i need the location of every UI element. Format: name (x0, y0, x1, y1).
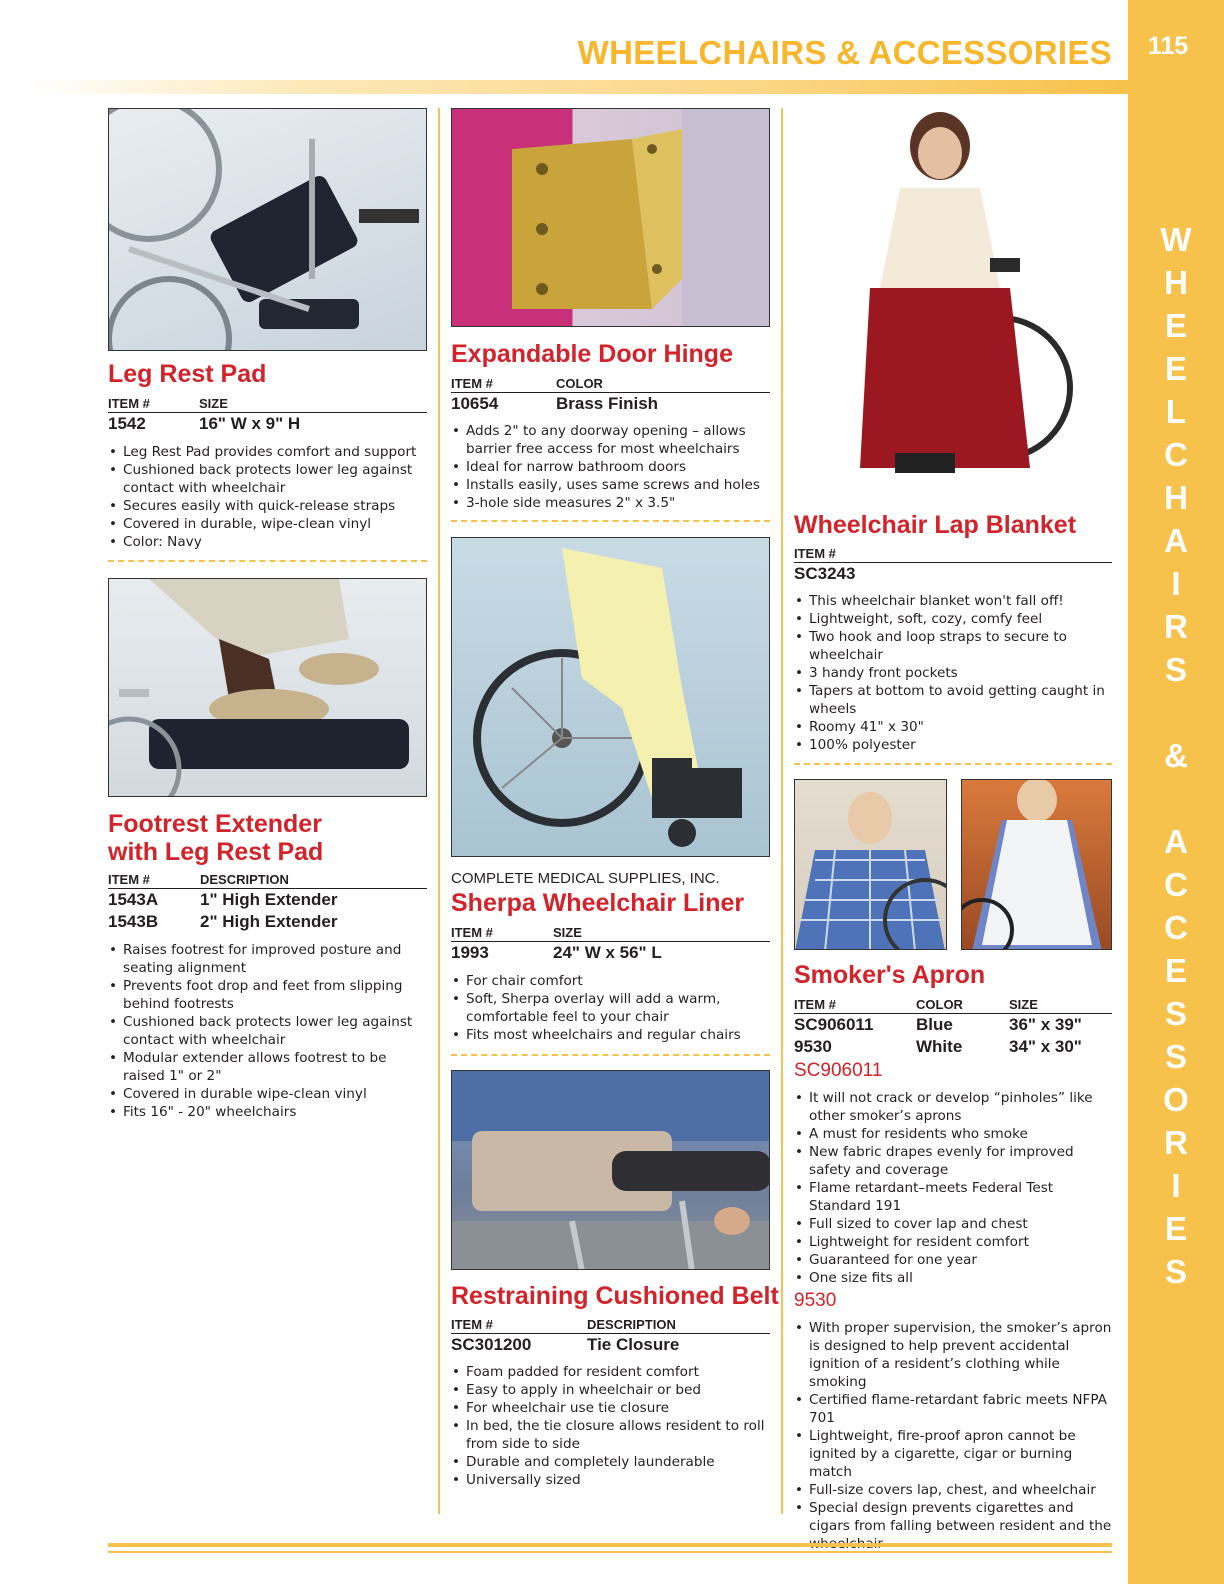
feature-list-9530 (794, 1319, 1112, 1553)
feature-item: • Guaranteed for one year (794, 1251, 1112, 1269)
feature-item: • Full-size covers lap, chest, and wheelchair (794, 1481, 1112, 1499)
header-gradient-band (30, 80, 1128, 94)
col-header-item: ITEM # (108, 396, 150, 411)
item-description: 2" High Extender (200, 912, 338, 931)
lap-blanket-photo (840, 108, 1080, 478)
feature-item: • 3-hole side measures 2" x 3.5" (451, 494, 770, 512)
spec-table-footrest-extender (108, 872, 427, 933)
page-number: 115 (1147, 32, 1189, 60)
feature-item: • Cushioned back protects lower leg against contact with wheelchair (108, 461, 427, 497)
feature-list-sherpa-liner (451, 972, 770, 1044)
item-description: 1" High Extender (200, 890, 338, 909)
footrest-extender-photo (108, 578, 427, 797)
product-title-restraining-belt: Restraining Cushioned Belt (451, 1282, 779, 1310)
feature-item: • With proper supervision, the smoker’s apron is designed to help prevent accidental ignition of a resident’s clothing while smoking (794, 1319, 1112, 1391)
item-size: 16" W x 9" H (199, 414, 301, 433)
side-tab-letter: L (1165, 393, 1187, 430)
smokers-apron-blue-photo (794, 779, 947, 950)
feature-item: • Fits 16" - 20" wheelchairs (108, 1103, 427, 1121)
side-tab-letter: I (1171, 1167, 1181, 1204)
feature-item: • It will not crack or develop “pinholes” like other smoker’s aprons (794, 1089, 1112, 1125)
col-header-size: SIZE (1009, 997, 1038, 1012)
feature-item: • New fabric drapes evenly for improved safety and coverage (794, 1143, 1112, 1179)
feature-item: • Soft, Sherpa overlay will add a warm, comfortable feel to your chair (451, 990, 770, 1026)
section-divider (451, 520, 770, 522)
side-tab-letter: O (1163, 1081, 1189, 1118)
side-tab-letter: C (1164, 909, 1188, 946)
feature-list-sc906011 (794, 1089, 1112, 1287)
item-number: 9530 (794, 1037, 832, 1056)
subheading-9530: 9530 (794, 1290, 837, 1311)
side-tab-letter: E (1164, 952, 1187, 989)
side-tab-letter: S (1164, 1038, 1187, 1075)
side-tab-letter: S (1164, 1253, 1187, 1290)
side-tab-letter: H (1164, 264, 1188, 301)
feature-item: • 100% polyester (794, 736, 1112, 754)
feature-item: • Installs easily, uses same screws and holes (451, 476, 770, 494)
col-header-item: ITEM # (451, 1317, 493, 1332)
feature-item: • Prevents foot drop and feet from slipping behind footrests (108, 977, 427, 1013)
side-tab-letter: H (1164, 479, 1188, 516)
manufacturer-name: COMPLETE MEDICAL SUPPLIES, INC. (451, 870, 720, 887)
item-number: 1993 (451, 943, 489, 962)
item-number: 1543B (108, 912, 159, 931)
side-tab (1128, 0, 1224, 1584)
feature-item: • Durable and completely launderable (451, 1453, 770, 1471)
item-number: 10654 (451, 394, 499, 413)
feature-item: • Roomy 41" x 30" (794, 718, 1112, 736)
feature-item: • For wheelchair use tie closure (451, 1399, 770, 1417)
col-header-item: ITEM # (108, 872, 150, 887)
feature-item: • Easy to apply in wheelchair or bed (451, 1381, 770, 1399)
col-header-color: COLOR (556, 376, 603, 391)
spec-table-lap-blanket (794, 546, 1112, 585)
title-line: Footrest Extender (108, 810, 322, 838)
feature-item: • For chair comfort (451, 972, 770, 990)
item-size: 34" x 30" (1009, 1037, 1082, 1056)
side-tab-letter: E (1164, 1210, 1187, 1247)
side-tab-vertical-title (1128, 218, 1224, 1293)
side-tab-letter: & (1164, 737, 1188, 774)
footer-rule (108, 1551, 1112, 1553)
spec-table-door-hinge (451, 376, 770, 415)
side-tab-letter: E (1164, 350, 1187, 387)
feature-item: • 3 handy front pockets (794, 664, 1112, 682)
footer-rule (108, 1543, 1112, 1547)
col-header-size: SIZE (199, 396, 228, 411)
feature-item: • Certified flame-retardant fabric meets NFPA 701 (794, 1391, 1112, 1427)
feature-item: • Flame retardant–meets Federal Test Standard 191 (794, 1179, 1112, 1215)
feature-item: • Covered in durable wipe-clean vinyl (108, 1085, 427, 1103)
feature-item: • Modular extender allows footrest to be raised 1" or 2" (108, 1049, 427, 1085)
feature-item: • Covered in durable, wipe-clean vinyl (108, 515, 427, 533)
feature-item: • Cushioned back protects lower leg against contact with wheelchair (108, 1013, 427, 1049)
feature-item: • Lightweight for resident comfort (794, 1233, 1112, 1251)
side-tab-letter: W (1160, 221, 1192, 258)
feature-item: • Lightweight, fire-proof apron cannot be ignited by a cigarette, cigar or burning match (794, 1427, 1112, 1481)
side-tab-letter: R (1164, 1124, 1188, 1161)
product-title-smokers-apron: Smoker's Apron (794, 961, 986, 989)
feature-item: • Fits most wheelchairs and regular chairs (451, 1026, 770, 1044)
item-number: 1542 (108, 414, 146, 433)
col-header-item: ITEM # (451, 925, 493, 940)
feature-item: • One size fits all (794, 1269, 1112, 1287)
product-title-footrest-extender (108, 810, 323, 866)
item-number: SC3243 (794, 564, 856, 583)
feature-item: • Two hook and loop straps to secure to wheelchair (794, 628, 1112, 664)
feature-item: • Tapers at bottom to avoid getting caught in wheels (794, 682, 1112, 718)
item-number: 1543A (108, 890, 159, 909)
feature-list-door-hinge (451, 422, 770, 512)
leg-rest-pad-photo (108, 108, 427, 351)
col-header-item: ITEM # (794, 997, 836, 1012)
feature-item: • Full sized to cover lap and chest (794, 1215, 1112, 1233)
feature-item: • Color: Navy (108, 533, 427, 551)
feature-item: • Foam padded for resident comfort (451, 1363, 770, 1381)
col-header-item: ITEM # (794, 546, 836, 561)
product-title-door-hinge: Expandable Door Hinge (451, 340, 733, 368)
side-tab-letter: C (1164, 866, 1188, 903)
feature-item: • A must for residents who smoke (794, 1125, 1112, 1143)
section-divider (451, 1054, 770, 1056)
door-hinge-photo (451, 108, 770, 327)
section-divider (794, 763, 1112, 765)
spec-table-restraining-belt (451, 1317, 770, 1356)
title-line: with Leg Rest Pad (108, 838, 324, 866)
col-header-color: COLOR (916, 997, 963, 1012)
item-description: Tie Closure (587, 1335, 680, 1354)
item-color: Brass Finish (556, 394, 659, 413)
side-tab-letter: E (1164, 307, 1187, 344)
smokers-apron-white-photo (961, 779, 1112, 950)
feature-item: • Adds 2" to any doorway opening – allows barrier free access for most wheelchairs (451, 422, 770, 458)
spec-table-sherpa-liner (451, 925, 770, 964)
side-tab-letter: S (1164, 995, 1187, 1032)
sherpa-liner-photo (451, 537, 770, 857)
column-divider-2 (781, 108, 783, 1514)
col-header-description: DESCRIPTION (587, 1317, 676, 1332)
feature-list-leg-rest-pad (108, 443, 427, 551)
section-title: WHEELCHAIRS & ACCESSORIES (577, 34, 1112, 71)
feature-item: • Special design prevents cigarettes and cigars from falling between resident and the (794, 1499, 1112, 1553)
subheading-sc906011: SC906011 (794, 1060, 883, 1081)
product-title-sherpa-liner: Sherpa Wheelchair Liner (451, 889, 745, 917)
item-size: 24" W x 56" L (553, 943, 662, 962)
column-divider-1 (438, 108, 440, 1514)
item-color: White (916, 1037, 963, 1056)
col-header-item: ITEM # (451, 376, 493, 391)
spec-table-smokers-apron (794, 997, 1112, 1058)
section-divider (108, 560, 427, 562)
product-title-lap-blanket: Wheelchair Lap Blanket (794, 511, 1077, 539)
feature-list-footrest-extender (108, 941, 427, 1121)
item-number: SC906011 (794, 1015, 874, 1034)
product-title-leg-rest-pad: Leg Rest Pad (108, 360, 267, 388)
side-tab-letter: R (1164, 608, 1188, 645)
col-header-size: SIZE (553, 925, 582, 940)
side-tab-letter (1128, 691, 1224, 734)
item-number: SC301200 (451, 1335, 532, 1354)
feature-item: • Secures easily with quick-release straps (108, 497, 427, 515)
col-header-description: DESCRIPTION (200, 872, 289, 887)
feature-item: • Universally sized (451, 1471, 770, 1489)
feature-item: • Lightweight, soft, cozy, comfy feel (794, 610, 1112, 628)
side-tab-letter: A (1164, 522, 1188, 559)
feature-item: • In bed, the tie closure allows resident to roll from side to side (451, 1417, 770, 1453)
spec-table-leg-rest-pad (108, 396, 427, 435)
feature-item: • Ideal for narrow bathroom doors (451, 458, 770, 476)
side-tab-letter: I (1171, 565, 1181, 602)
feature-item: • Raises footrest for improved posture and seating alignment (108, 941, 427, 977)
feature-list-lap-blanket (794, 592, 1112, 754)
side-tab-letter: C (1164, 436, 1188, 473)
side-tab-letter: A (1164, 823, 1188, 860)
side-tab-letter (1128, 777, 1224, 820)
side-tab-letter: S (1164, 651, 1187, 688)
feature-item: • This wheelchair blanket won't fall off! (794, 592, 1112, 610)
feature-item: • Leg Rest Pad provides comfort and support (108, 443, 427, 461)
item-color: Blue (916, 1015, 953, 1034)
item-size: 36" x 39" (1009, 1015, 1082, 1034)
feature-list-restraining-belt (451, 1363, 770, 1489)
restraining-belt-photo (451, 1070, 770, 1270)
